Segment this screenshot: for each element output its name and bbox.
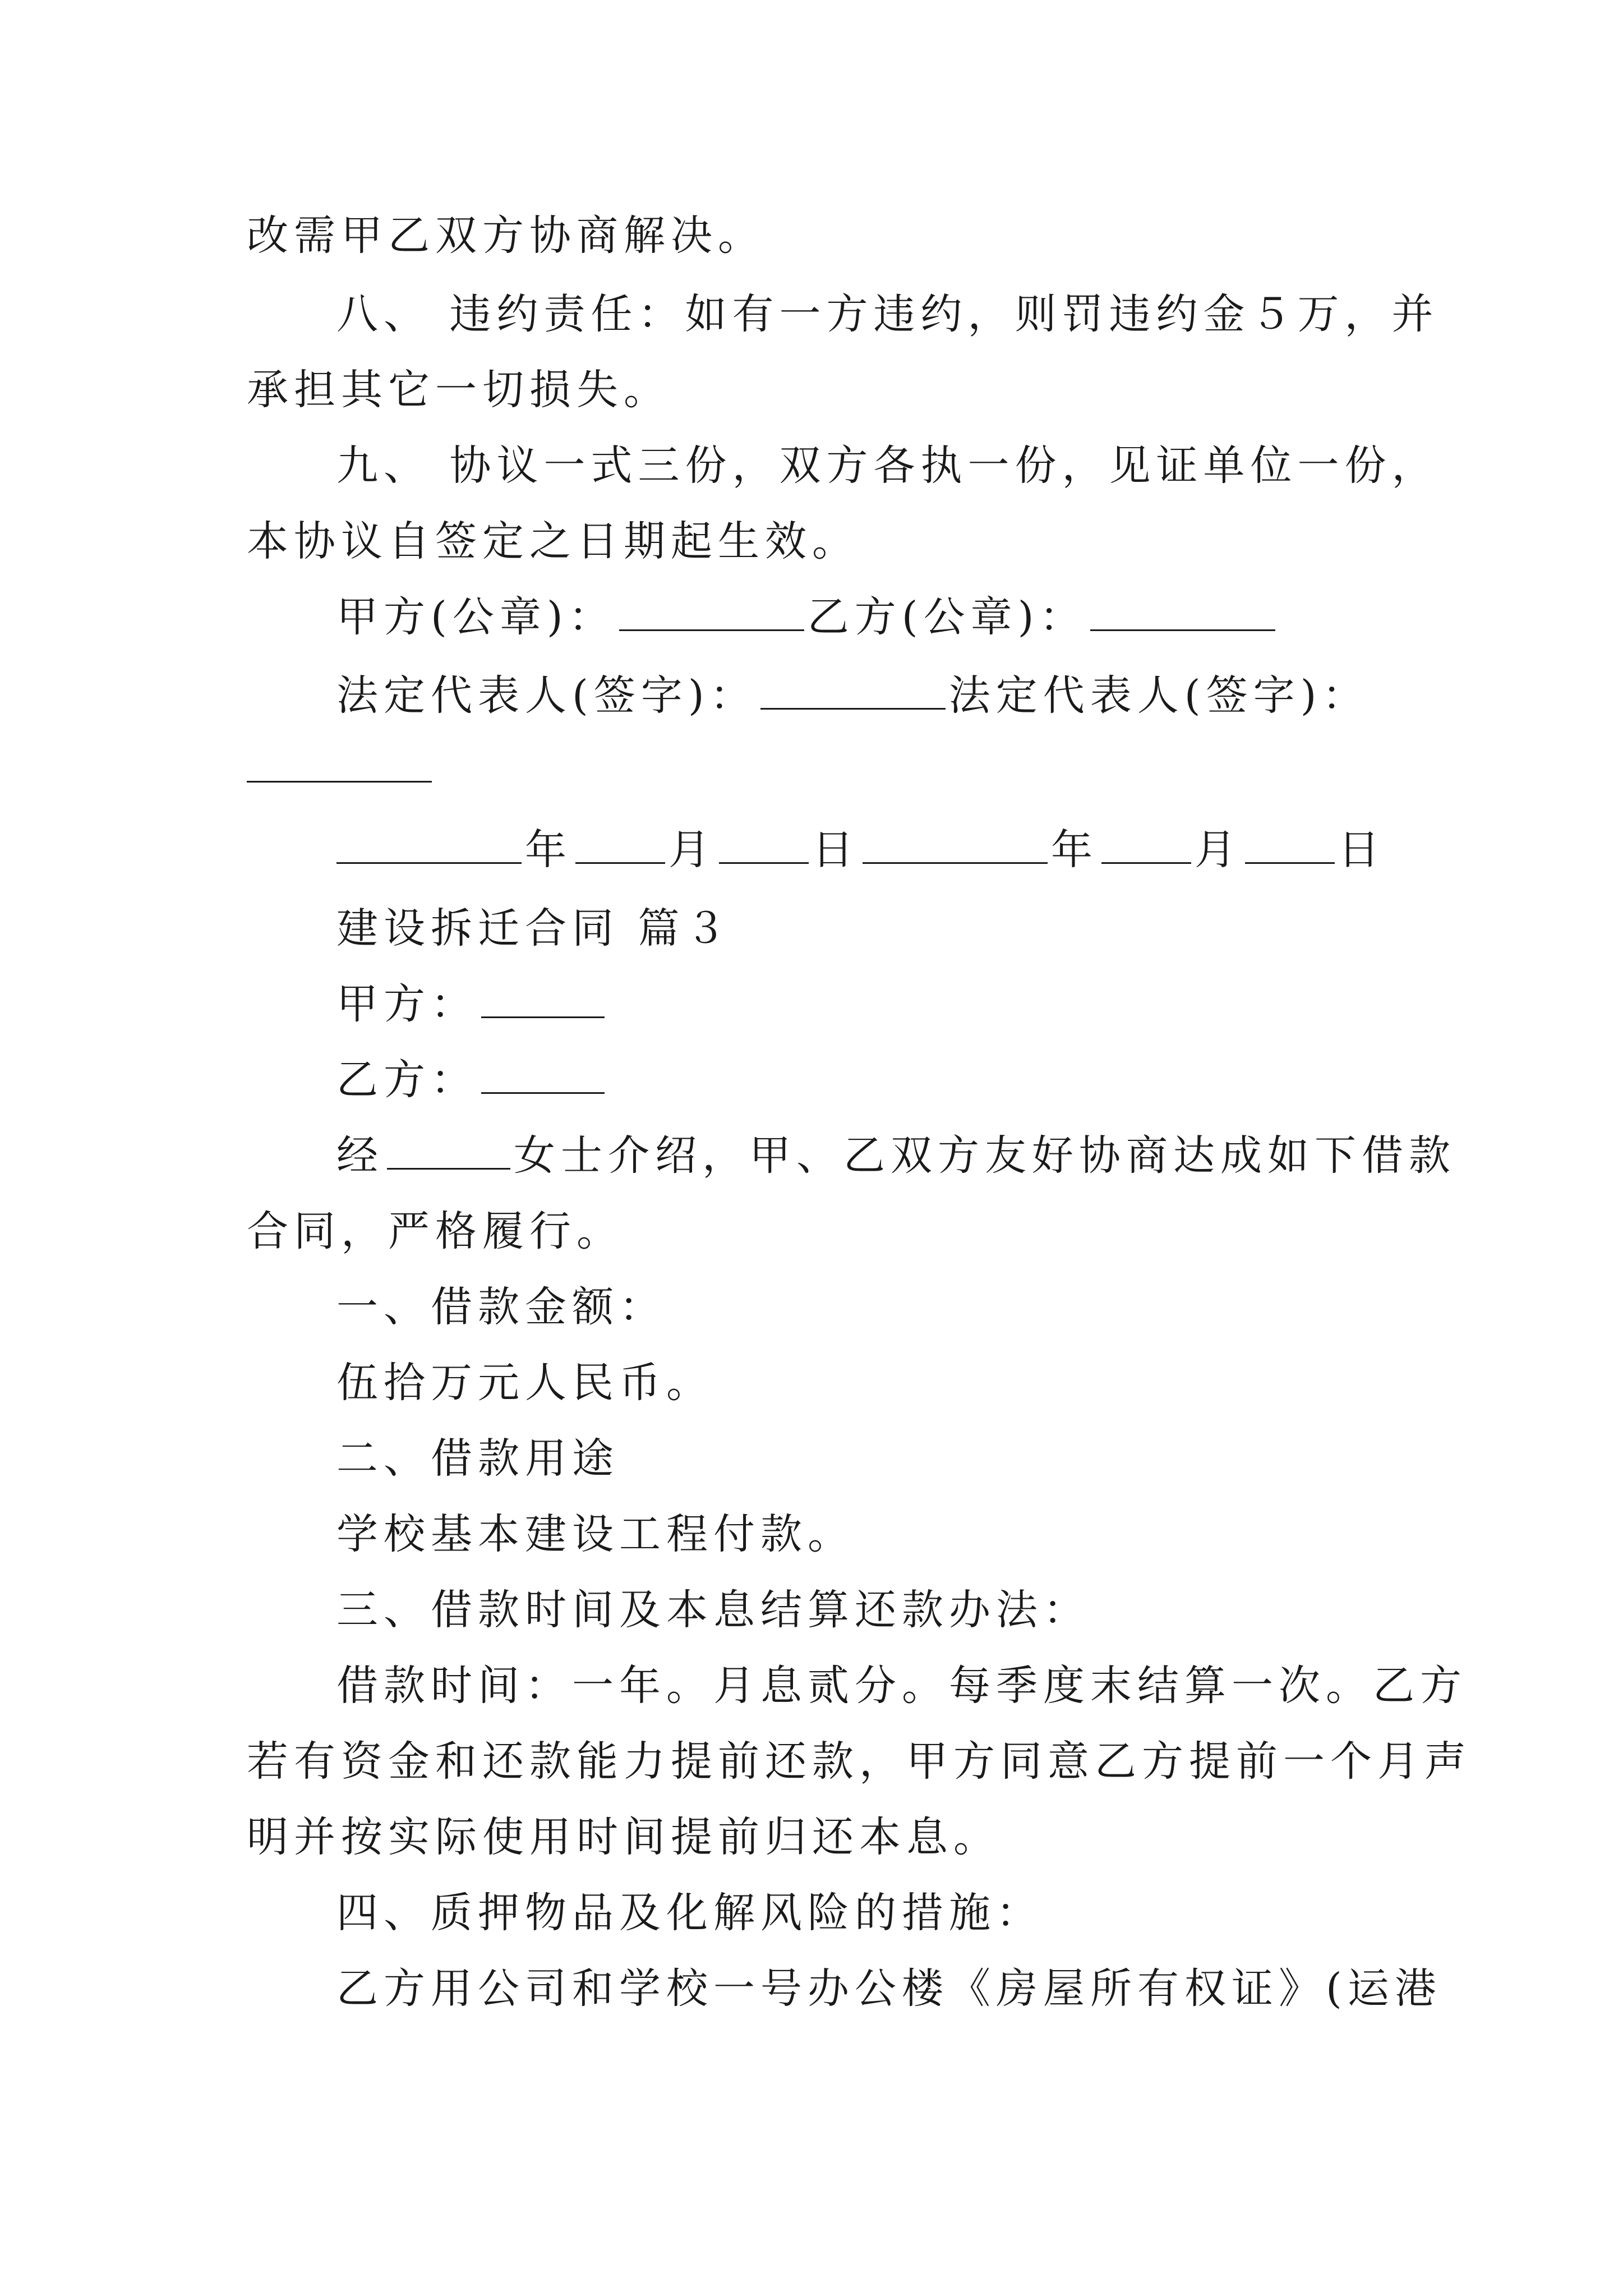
paragraph-line: 合同，严格履行。 — [247, 1207, 624, 1255]
party-a-rep-blank — [760, 669, 946, 710]
loan-purpose-text: 学校基本建设工程付款。 — [336, 1510, 855, 1558]
paragraph-line: 改需甲乙双方协商解决。 — [247, 211, 765, 260]
party-a-rep-label: 法定代表人(签字)： — [336, 671, 757, 720]
party-a-row — [336, 976, 608, 1032]
party-a-seal-blank — [619, 590, 804, 631]
heading-collateral: 四、质押物品及化解风险的措施： — [336, 1889, 1043, 1937]
date-a-month-blank — [575, 823, 665, 864]
date-b-day-blank — [1245, 823, 1335, 864]
loan-amount-text: 伍拾万元人民币。 — [336, 1359, 713, 1407]
paragraph-line: 明并按实际使用时间提前归还本息。 — [247, 1813, 1000, 1861]
intro-row — [336, 1128, 1456, 1184]
section-title: 建设拆迁合同 篇３ — [336, 904, 732, 953]
party-b-blank — [481, 1053, 605, 1094]
paragraph-line: 承担其它一切损失。 — [247, 366, 671, 414]
party-a-label: 甲方： — [336, 980, 478, 1028]
clause-9-line: 九、 协议一式三份，双方各执一份，见证单位一份， — [336, 441, 1439, 490]
party-b-rep-label: 法定代表人(签字)： — [948, 671, 1370, 720]
party-b-rep-blank — [247, 742, 432, 783]
paragraph-line: 若有资金和还款能力提前还款，甲方同意乙方提前一个月声 — [247, 1737, 1472, 1786]
heading-loan-purpose: 二、借款用途 — [336, 1434, 619, 1483]
heading-loan-amount: 一、借款金额： — [336, 1283, 666, 1331]
day-label: 日 — [1338, 826, 1385, 874]
representative-signature-row — [336, 668, 1370, 724]
day-label: 日 — [812, 826, 859, 874]
month-label: 月 — [668, 826, 716, 874]
date-b-year-blank — [863, 823, 1048, 864]
year-label: 年 — [525, 826, 572, 874]
party-b-seal-blank — [1090, 590, 1275, 631]
party-b-rep-blank-row — [247, 740, 435, 797]
intro-start: 经 — [336, 1131, 384, 1180]
date-a-day-blank — [719, 823, 809, 864]
party-a-seal-label: 甲方(公章)： — [336, 593, 616, 641]
month-label: 月 — [1195, 826, 1242, 874]
collateral-text: 乙方用公司和学校一号办公楼《房屋所有权证》(运港 — [336, 1964, 1442, 2013]
date-row — [336, 822, 1385, 878]
party-b-label: 乙方： — [336, 1056, 478, 1104]
date-b-month-blank — [1101, 823, 1191, 864]
clause-8-line: 八、 违约责任：如有一方违约，则罚违约金５万，并 — [336, 290, 1439, 338]
introducer-blank — [387, 1129, 510, 1170]
seal-signature-row — [336, 589, 1279, 645]
party-b-seal-label: 乙方(公章)： — [807, 593, 1087, 641]
paragraph-line: 本协议自签定之日期起生效。 — [247, 517, 859, 565]
heading-loan-term: 三、借款时间及本息结算还款办法： — [336, 1586, 1090, 1634]
date-a-year-blank — [336, 823, 522, 864]
loan-term-text: 借款时间：一年。月息贰分。每季度末结算一次。乙方 — [336, 1662, 1467, 1710]
party-a-blank — [481, 977, 605, 1018]
intro-end: 女士介绍，甲、乙双方友好协商达成如下借款 — [514, 1131, 1456, 1180]
party-b-row — [336, 1052, 608, 1108]
year-label: 年 — [1051, 826, 1098, 874]
